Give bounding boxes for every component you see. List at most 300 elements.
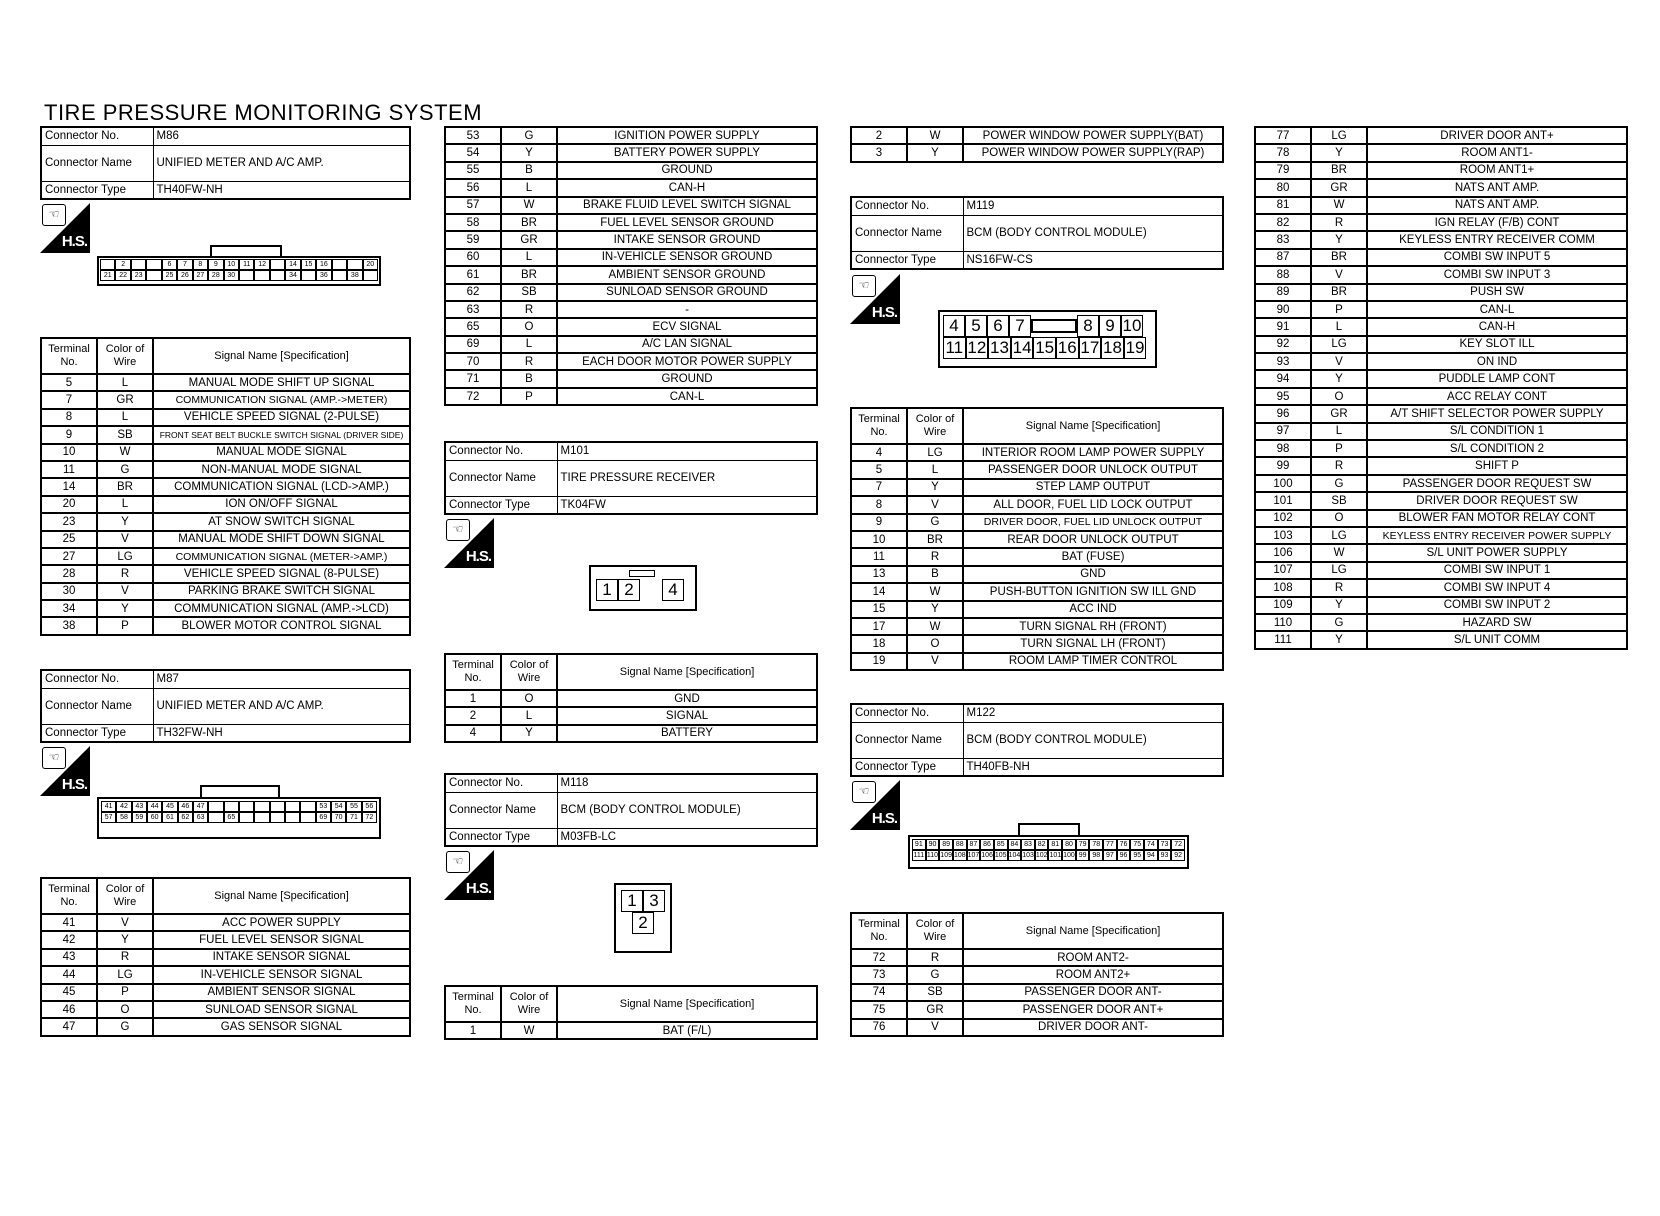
table-row bbox=[445, 214, 817, 231]
table-row bbox=[1255, 197, 1627, 214]
wire-color: R bbox=[907, 548, 963, 565]
connector-pin: 20 bbox=[363, 259, 378, 270]
connector-pin: 100 bbox=[1063, 852, 1075, 859]
signal-name: PASSENGER DOOR ANT+ bbox=[963, 1001, 1223, 1018]
terminal-no: 20 bbox=[41, 496, 97, 513]
connector-pin: 42 bbox=[116, 801, 131, 812]
terminal-no: 96 bbox=[1255, 405, 1311, 422]
wire-color: O bbox=[501, 690, 557, 707]
wire-color: W bbox=[501, 197, 557, 214]
signal-name: PUDDLE LAMP CONT bbox=[1367, 370, 1627, 387]
wire-color: R bbox=[1311, 579, 1367, 596]
terminal-no: 83 bbox=[1255, 231, 1311, 248]
connector-pin: 74 bbox=[1144, 839, 1158, 850]
connector-pin: 72 bbox=[362, 812, 377, 823]
table-row bbox=[445, 144, 817, 161]
terminal-no: 18 bbox=[851, 635, 907, 652]
signal-name: ION ON/OFF SIGNAL bbox=[153, 496, 410, 513]
connector-pin bbox=[270, 259, 285, 270]
signal-name: DRIVER DOOR, FUEL LID UNLOCK OUTPUT bbox=[963, 514, 1223, 531]
wire-color: W bbox=[907, 618, 963, 635]
table-row bbox=[1255, 370, 1627, 387]
harness-side-icon: ☜ H.S. bbox=[850, 780, 900, 830]
signal-name: CAN-L bbox=[557, 388, 817, 405]
terminal-no: 58 bbox=[445, 214, 501, 231]
wire-color: Y bbox=[501, 144, 557, 161]
signal-name: GROUND bbox=[557, 370, 817, 387]
terminal-no: 106 bbox=[1255, 544, 1311, 561]
connector-pin: 81 bbox=[1048, 839, 1062, 850]
connector-face-m122 bbox=[908, 835, 1189, 869]
signal-name: FUEL LEVEL SENSOR GROUND bbox=[557, 214, 817, 231]
connector-face-m119 bbox=[938, 310, 1157, 368]
table-row bbox=[851, 496, 1223, 513]
connector-pin: 93 bbox=[1158, 850, 1172, 861]
table-row bbox=[1255, 214, 1627, 231]
connector-pin: 44 bbox=[147, 801, 162, 812]
table-row bbox=[445, 707, 817, 724]
signal-name: COMBI SW INPUT 1 bbox=[1367, 562, 1627, 579]
terminal-no: 2 bbox=[851, 127, 907, 144]
connector-pin: 22 bbox=[115, 270, 130, 281]
terminal-no: 87 bbox=[1255, 249, 1311, 266]
connector-pin bbox=[285, 812, 300, 823]
terminal-no: 9 bbox=[41, 426, 97, 443]
connector-pin: 21 bbox=[100, 270, 115, 281]
signal-name: VEHICLE SPEED SIGNAL (2-PULSE) bbox=[153, 409, 410, 426]
wire-color: Y bbox=[1311, 631, 1367, 648]
connector-pin: 41 bbox=[101, 801, 116, 812]
wire-color: P bbox=[501, 388, 557, 405]
harness-side-icon: ☜ H.S. bbox=[40, 203, 90, 253]
connector-pin: 60 bbox=[147, 812, 162, 823]
wire-color: G bbox=[1311, 614, 1367, 631]
table-header: Terminal No. Color of Wire Signal Name [Specification] bbox=[445, 986, 817, 1022]
connector-pin bbox=[1031, 319, 1077, 333]
terminal-no: 79 bbox=[1255, 162, 1311, 179]
wire-color: L bbox=[97, 374, 153, 391]
signal-name: BRAKE FLUID LEVEL SWITCH SIGNAL bbox=[557, 197, 817, 214]
signal-name: A/C LAN SIGNAL bbox=[557, 336, 817, 353]
table-row bbox=[445, 725, 817, 742]
table-row bbox=[1255, 492, 1627, 509]
wire-color: L bbox=[97, 496, 153, 513]
wire-color: LG bbox=[1311, 127, 1367, 144]
wire-color: GR bbox=[1311, 405, 1367, 422]
signal-name: AMBIENT SENSOR GROUND bbox=[557, 266, 817, 283]
harness-side-icon: ☜ H.S. bbox=[444, 850, 494, 900]
terminal-no: 3 bbox=[851, 144, 907, 161]
table-row bbox=[41, 949, 410, 966]
connector-pin bbox=[254, 801, 269, 812]
table-row bbox=[1255, 179, 1627, 196]
connector-pin: 65 bbox=[224, 812, 239, 823]
wire-color: LG bbox=[97, 548, 153, 565]
wire-color: O bbox=[1311, 510, 1367, 527]
terminal-no: 99 bbox=[1255, 457, 1311, 474]
wire-color: SB bbox=[97, 426, 153, 443]
connector-pin bbox=[146, 270, 161, 281]
connector-pin: 70 bbox=[331, 812, 346, 823]
connector-pin: 76 bbox=[1117, 839, 1131, 850]
connector-pin: 34 bbox=[285, 270, 300, 281]
terminal-no: 10 bbox=[41, 444, 97, 461]
connector-pin: 4 bbox=[943, 315, 965, 337]
connector-pin: 108 bbox=[953, 852, 966, 859]
signal-name: KEYLESS ENTRY RECEIVER POWER SUPPLY bbox=[1367, 527, 1627, 544]
signal-table-m122-cont bbox=[1254, 126, 1628, 650]
table-row bbox=[1255, 162, 1627, 179]
connector-pin: 6 bbox=[162, 259, 177, 270]
connector-pin: 104 bbox=[1008, 852, 1021, 859]
connector-pin: 88 bbox=[953, 839, 967, 850]
table-row bbox=[1255, 353, 1627, 370]
signal-name: TURN SIGNAL RH (FRONT) bbox=[963, 618, 1223, 635]
wire-color: W bbox=[97, 444, 153, 461]
terminal-no: 62 bbox=[445, 284, 501, 301]
wire-color: B bbox=[501, 162, 557, 179]
table-row bbox=[445, 690, 817, 707]
signal-name: AMBIENT SENSOR SIGNAL bbox=[153, 984, 410, 1001]
table-row bbox=[851, 635, 1223, 652]
table-row bbox=[445, 249, 817, 266]
signal-name: CAN-H bbox=[557, 179, 817, 196]
table-header: Terminal No. Color of Wire Signal Name [Specification] bbox=[851, 913, 1223, 949]
connector-pin: 56 bbox=[362, 801, 377, 812]
terminal-no: 76 bbox=[851, 1019, 907, 1036]
terminal-no: 1 bbox=[445, 1022, 501, 1039]
signal-name: PASSENGER DOOR REQUEST SW bbox=[1367, 475, 1627, 492]
wire-color: BR bbox=[1311, 284, 1367, 301]
wire-color: V bbox=[907, 1019, 963, 1036]
connector-pin: 101 bbox=[1049, 852, 1062, 859]
connector-pin: 2 bbox=[115, 259, 130, 270]
table-row bbox=[1255, 336, 1627, 353]
connector-pin bbox=[640, 583, 662, 597]
terminal-no: 63 bbox=[445, 301, 501, 318]
wire-color: R bbox=[1311, 457, 1367, 474]
connector-pin bbox=[347, 259, 362, 270]
terminal-no: 14 bbox=[851, 583, 907, 600]
connector-pin: 80 bbox=[1062, 839, 1076, 850]
connector-pin: 7 bbox=[177, 259, 192, 270]
wire-color: L bbox=[501, 707, 557, 724]
terminal-no: 59 bbox=[445, 231, 501, 248]
connector-info-m122: Connector No. M122 Connector Name BCM (BODY CONTROL MODULE) Connector Type TH40FB-NH bbox=[850, 703, 1224, 777]
connector-pin bbox=[300, 812, 315, 823]
signal-table-m122 bbox=[850, 912, 1224, 1037]
connector-pin bbox=[285, 801, 300, 812]
harness-side-icon: ☜ H.S. bbox=[850, 274, 900, 324]
signal-name: INTAKE SENSOR GROUND bbox=[557, 231, 817, 248]
table-row bbox=[41, 461, 410, 478]
terminal-no: 94 bbox=[1255, 370, 1311, 387]
signal-table-m118-cont bbox=[850, 126, 1224, 163]
wire-color: G bbox=[1311, 475, 1367, 492]
wire-color: Y bbox=[1311, 231, 1367, 248]
wire-color: W bbox=[501, 1022, 557, 1039]
signal-name: BATTERY POWER SUPPLY bbox=[557, 144, 817, 161]
wire-color: Y bbox=[501, 725, 557, 742]
table-row bbox=[41, 914, 410, 931]
wire-color: GR bbox=[1311, 179, 1367, 196]
table-row bbox=[1255, 388, 1627, 405]
signal-name: KEYLESS ENTRY RECEIVER COMM bbox=[1367, 231, 1627, 248]
wire-color: SB bbox=[907, 984, 963, 1001]
signal-name: COMMUNICATION SIGNAL (AMP.->LCD) bbox=[153, 600, 410, 617]
signal-name: INTAKE SENSOR SIGNAL bbox=[153, 949, 410, 966]
table-row bbox=[445, 318, 817, 335]
signal-name: VEHICLE SPEED SIGNAL (8-PULSE) bbox=[153, 565, 410, 582]
terminal-no: 41 bbox=[41, 914, 97, 931]
wire-color: L bbox=[1311, 423, 1367, 440]
wire-color: R bbox=[97, 949, 153, 966]
connector-pin: 87 bbox=[967, 839, 981, 850]
wire-color: LG bbox=[97, 966, 153, 983]
terminal-no: 107 bbox=[1255, 562, 1311, 579]
connector-pin bbox=[146, 259, 161, 270]
signal-name: ACC IND bbox=[963, 601, 1223, 618]
terminal-no: 92 bbox=[1255, 336, 1311, 353]
wire-color: Y bbox=[97, 600, 153, 617]
wire-color: SB bbox=[501, 284, 557, 301]
signal-name: NON-MANUAL MODE SIGNAL bbox=[153, 461, 410, 478]
table-row bbox=[41, 426, 410, 443]
signal-name: BATTERY bbox=[557, 725, 817, 742]
terminal-no: 110 bbox=[1255, 614, 1311, 631]
table-row bbox=[851, 601, 1223, 618]
signal-name: PASSENGER DOOR ANT- bbox=[963, 984, 1223, 1001]
table-row bbox=[41, 444, 410, 461]
terminal-no: 98 bbox=[1255, 440, 1311, 457]
signal-table-m87-cont bbox=[444, 126, 818, 406]
signal-name: GROUND bbox=[557, 162, 817, 179]
harness-side-icon: ☜ H.S. bbox=[444, 518, 494, 568]
table-row bbox=[851, 548, 1223, 565]
connector-pin: 110 bbox=[926, 852, 939, 859]
signal-name: IGN RELAY (F/B) CONT bbox=[1367, 214, 1627, 231]
connector-pin: 10 bbox=[224, 259, 239, 270]
connector-pin bbox=[270, 801, 285, 812]
signal-name: MANUAL MODE SHIFT DOWN SIGNAL bbox=[153, 531, 410, 548]
signal-name: NATS ANT AMP. bbox=[1367, 179, 1627, 196]
table-row bbox=[851, 531, 1223, 548]
connector-pin: 57 bbox=[101, 812, 116, 823]
table-row bbox=[41, 391, 410, 408]
terminal-no: 91 bbox=[1255, 318, 1311, 335]
table-row bbox=[445, 179, 817, 196]
signal-name: IGNITION POWER SUPPLY bbox=[557, 127, 817, 144]
wire-color: BR bbox=[1311, 162, 1367, 179]
table-row bbox=[1255, 544, 1627, 561]
terminal-no: 47 bbox=[41, 1018, 97, 1035]
terminal-no: 103 bbox=[1255, 527, 1311, 544]
table-row bbox=[1255, 614, 1627, 631]
connector-pin bbox=[332, 259, 347, 270]
connector-pin: 90 bbox=[926, 839, 940, 850]
signal-name: ALL DOOR, FUEL LID LOCK OUTPUT bbox=[963, 496, 1223, 513]
connector-pin: 61 bbox=[162, 812, 177, 823]
table-row bbox=[851, 1019, 1223, 1036]
connector-pin: 3 bbox=[643, 890, 665, 912]
signal-table-m86 bbox=[40, 337, 411, 636]
signal-name: AT SNOW SWITCH SIGNAL bbox=[153, 513, 410, 530]
wire-color: LG bbox=[1311, 562, 1367, 579]
connector-pin: 92 bbox=[1171, 850, 1185, 861]
terminal-no: 89 bbox=[1255, 284, 1311, 301]
connector-pin: 5 bbox=[965, 315, 987, 337]
wire-color: Y bbox=[1311, 144, 1367, 161]
signal-name: ROOM LAMP TIMER CONTROL bbox=[963, 653, 1223, 670]
terminal-no: 100 bbox=[1255, 475, 1311, 492]
connector-pin bbox=[270, 812, 285, 823]
wire-color: L bbox=[97, 409, 153, 426]
table-header: Terminal No. Color of Wire Signal Name [Specification] bbox=[41, 338, 410, 374]
table-row bbox=[41, 600, 410, 617]
terminal-no: 43 bbox=[41, 949, 97, 966]
wire-color: BR bbox=[907, 531, 963, 548]
terminal-no: 46 bbox=[41, 1001, 97, 1018]
signal-name: INTERIOR ROOM LAMP POWER SUPPLY bbox=[963, 444, 1223, 461]
connector-pin: 83 bbox=[1021, 839, 1035, 850]
signal-name: EACH DOOR MOTOR POWER SUPPLY bbox=[557, 353, 817, 370]
connector-pin: 9 bbox=[208, 259, 223, 270]
connector-pin: 72 bbox=[1171, 839, 1185, 850]
table-row bbox=[445, 162, 817, 179]
connector-pin: 71 bbox=[346, 812, 361, 823]
signal-name: KEY SLOT ILL bbox=[1367, 336, 1627, 353]
connector-pin: 17 bbox=[1080, 338, 1100, 357]
table-row bbox=[851, 444, 1223, 461]
wire-color: B bbox=[501, 370, 557, 387]
terminal-no: 56 bbox=[445, 179, 501, 196]
signal-name: BAT (F/L) bbox=[557, 1022, 817, 1039]
connector-pin: 19 bbox=[1125, 338, 1145, 357]
table-row bbox=[851, 984, 1223, 1001]
connector-pin: 85 bbox=[994, 839, 1008, 850]
terminal-no: 74 bbox=[851, 984, 907, 1001]
connector-pin: 7 bbox=[1009, 315, 1031, 337]
connector-info-m118: Connector No. M118 Connector Name BCM (BODY CONTROL MODULE) Connector Type M03FB-LC bbox=[444, 773, 818, 847]
wire-color: Y bbox=[1311, 597, 1367, 614]
table-row bbox=[1255, 127, 1627, 144]
connector-pin bbox=[208, 812, 223, 823]
connector-pin: 84 bbox=[1008, 839, 1022, 850]
connector-pin: 43 bbox=[132, 801, 147, 812]
terminal-no: 38 bbox=[41, 617, 97, 634]
table-row bbox=[445, 388, 817, 405]
wire-color: O bbox=[501, 318, 557, 335]
terminal-no: 73 bbox=[851, 966, 907, 983]
terminal-no: 5 bbox=[41, 374, 97, 391]
terminal-no: 88 bbox=[1255, 266, 1311, 283]
signal-name: S/L CONDITION 1 bbox=[1367, 423, 1627, 440]
wire-color: G bbox=[97, 1018, 153, 1035]
wire-color: Y bbox=[97, 931, 153, 948]
signal-name: - bbox=[557, 301, 817, 318]
connector-pin: 53 bbox=[316, 801, 331, 812]
signal-name: SHIFT P bbox=[1367, 457, 1627, 474]
terminal-no: 111 bbox=[1255, 631, 1311, 648]
terminal-no: 4 bbox=[851, 444, 907, 461]
connector-pin: 73 bbox=[1158, 839, 1172, 850]
connector-pin: 106 bbox=[981, 852, 993, 859]
signal-name: PASSENGER DOOR UNLOCK OUTPUT bbox=[963, 461, 1223, 478]
connector-pin: 2 bbox=[618, 579, 640, 601]
terminal-no: 8 bbox=[41, 409, 97, 426]
wire-color: G bbox=[907, 514, 963, 531]
terminal-no: 23 bbox=[41, 513, 97, 530]
table-row bbox=[1255, 457, 1627, 474]
signal-name: ROOM ANT1+ bbox=[1367, 162, 1627, 179]
terminal-no: 80 bbox=[1255, 179, 1311, 196]
table-row bbox=[445, 336, 817, 353]
terminal-no: 10 bbox=[851, 531, 907, 548]
terminal-no: 9 bbox=[851, 514, 907, 531]
connector-pin: 94 bbox=[1144, 850, 1158, 861]
wire-color: R bbox=[907, 949, 963, 966]
connector-pin: 45 bbox=[162, 801, 177, 812]
connector-pin bbox=[239, 801, 254, 812]
table-row bbox=[41, 617, 410, 634]
signal-name: SUNLOAD SENSOR SIGNAL bbox=[153, 1001, 410, 1018]
connector-pin: 77 bbox=[1103, 839, 1117, 850]
wire-color: GR bbox=[97, 391, 153, 408]
table-row bbox=[851, 461, 1223, 478]
signal-name: ACC POWER SUPPLY bbox=[153, 914, 410, 931]
wire-color: R bbox=[97, 565, 153, 582]
table-row bbox=[1255, 284, 1627, 301]
signal-name: COMMUNICATION SIGNAL (AMP.->METER) bbox=[153, 391, 410, 408]
terminal-no: 7 bbox=[41, 391, 97, 408]
wire-color: G bbox=[907, 966, 963, 983]
terminal-no: 55 bbox=[445, 162, 501, 179]
connector-pin: 95 bbox=[1130, 850, 1144, 861]
terminal-no: 61 bbox=[445, 266, 501, 283]
wire-color: L bbox=[501, 336, 557, 353]
wire-color: P bbox=[97, 617, 153, 634]
table-row bbox=[851, 566, 1223, 583]
wire-color: R bbox=[501, 353, 557, 370]
table-row bbox=[1255, 510, 1627, 527]
terminal-no: 82 bbox=[1255, 214, 1311, 231]
signal-name: A/T SHIFT SELECTOR POWER SUPPLY bbox=[1367, 405, 1627, 422]
connector-pin: 69 bbox=[316, 812, 331, 823]
wire-color: V bbox=[907, 496, 963, 513]
terminal-no: 60 bbox=[445, 249, 501, 266]
connector-pin: 30 bbox=[224, 270, 239, 281]
table-row bbox=[1255, 597, 1627, 614]
signal-name: ROOM ANT1- bbox=[1367, 144, 1627, 161]
connector-info-m101: Connector No. M101 Connector Name TIRE PRESSURE RECEIVER Connector Type TK04FW bbox=[444, 441, 818, 515]
table-row bbox=[1255, 631, 1627, 648]
connector-pin: 26 bbox=[177, 270, 192, 281]
connector-pin: 58 bbox=[116, 812, 131, 823]
signal-name: MANUAL MODE SHIFT UP SIGNAL bbox=[153, 374, 410, 391]
terminal-no: 25 bbox=[41, 531, 97, 548]
wire-color: W bbox=[1311, 197, 1367, 214]
table-row bbox=[41, 565, 410, 582]
connector-pin: 27 bbox=[193, 270, 208, 281]
wire-color: R bbox=[1311, 214, 1367, 231]
wire-color: V bbox=[907, 653, 963, 670]
terminal-no: 1 bbox=[445, 690, 501, 707]
connector-face-m86 bbox=[97, 256, 381, 286]
signal-name: DRIVER DOOR REQUEST SW bbox=[1367, 492, 1627, 509]
wire-color: SB bbox=[1311, 492, 1367, 509]
terminal-no: 108 bbox=[1255, 579, 1311, 596]
connector-pin bbox=[363, 270, 378, 281]
